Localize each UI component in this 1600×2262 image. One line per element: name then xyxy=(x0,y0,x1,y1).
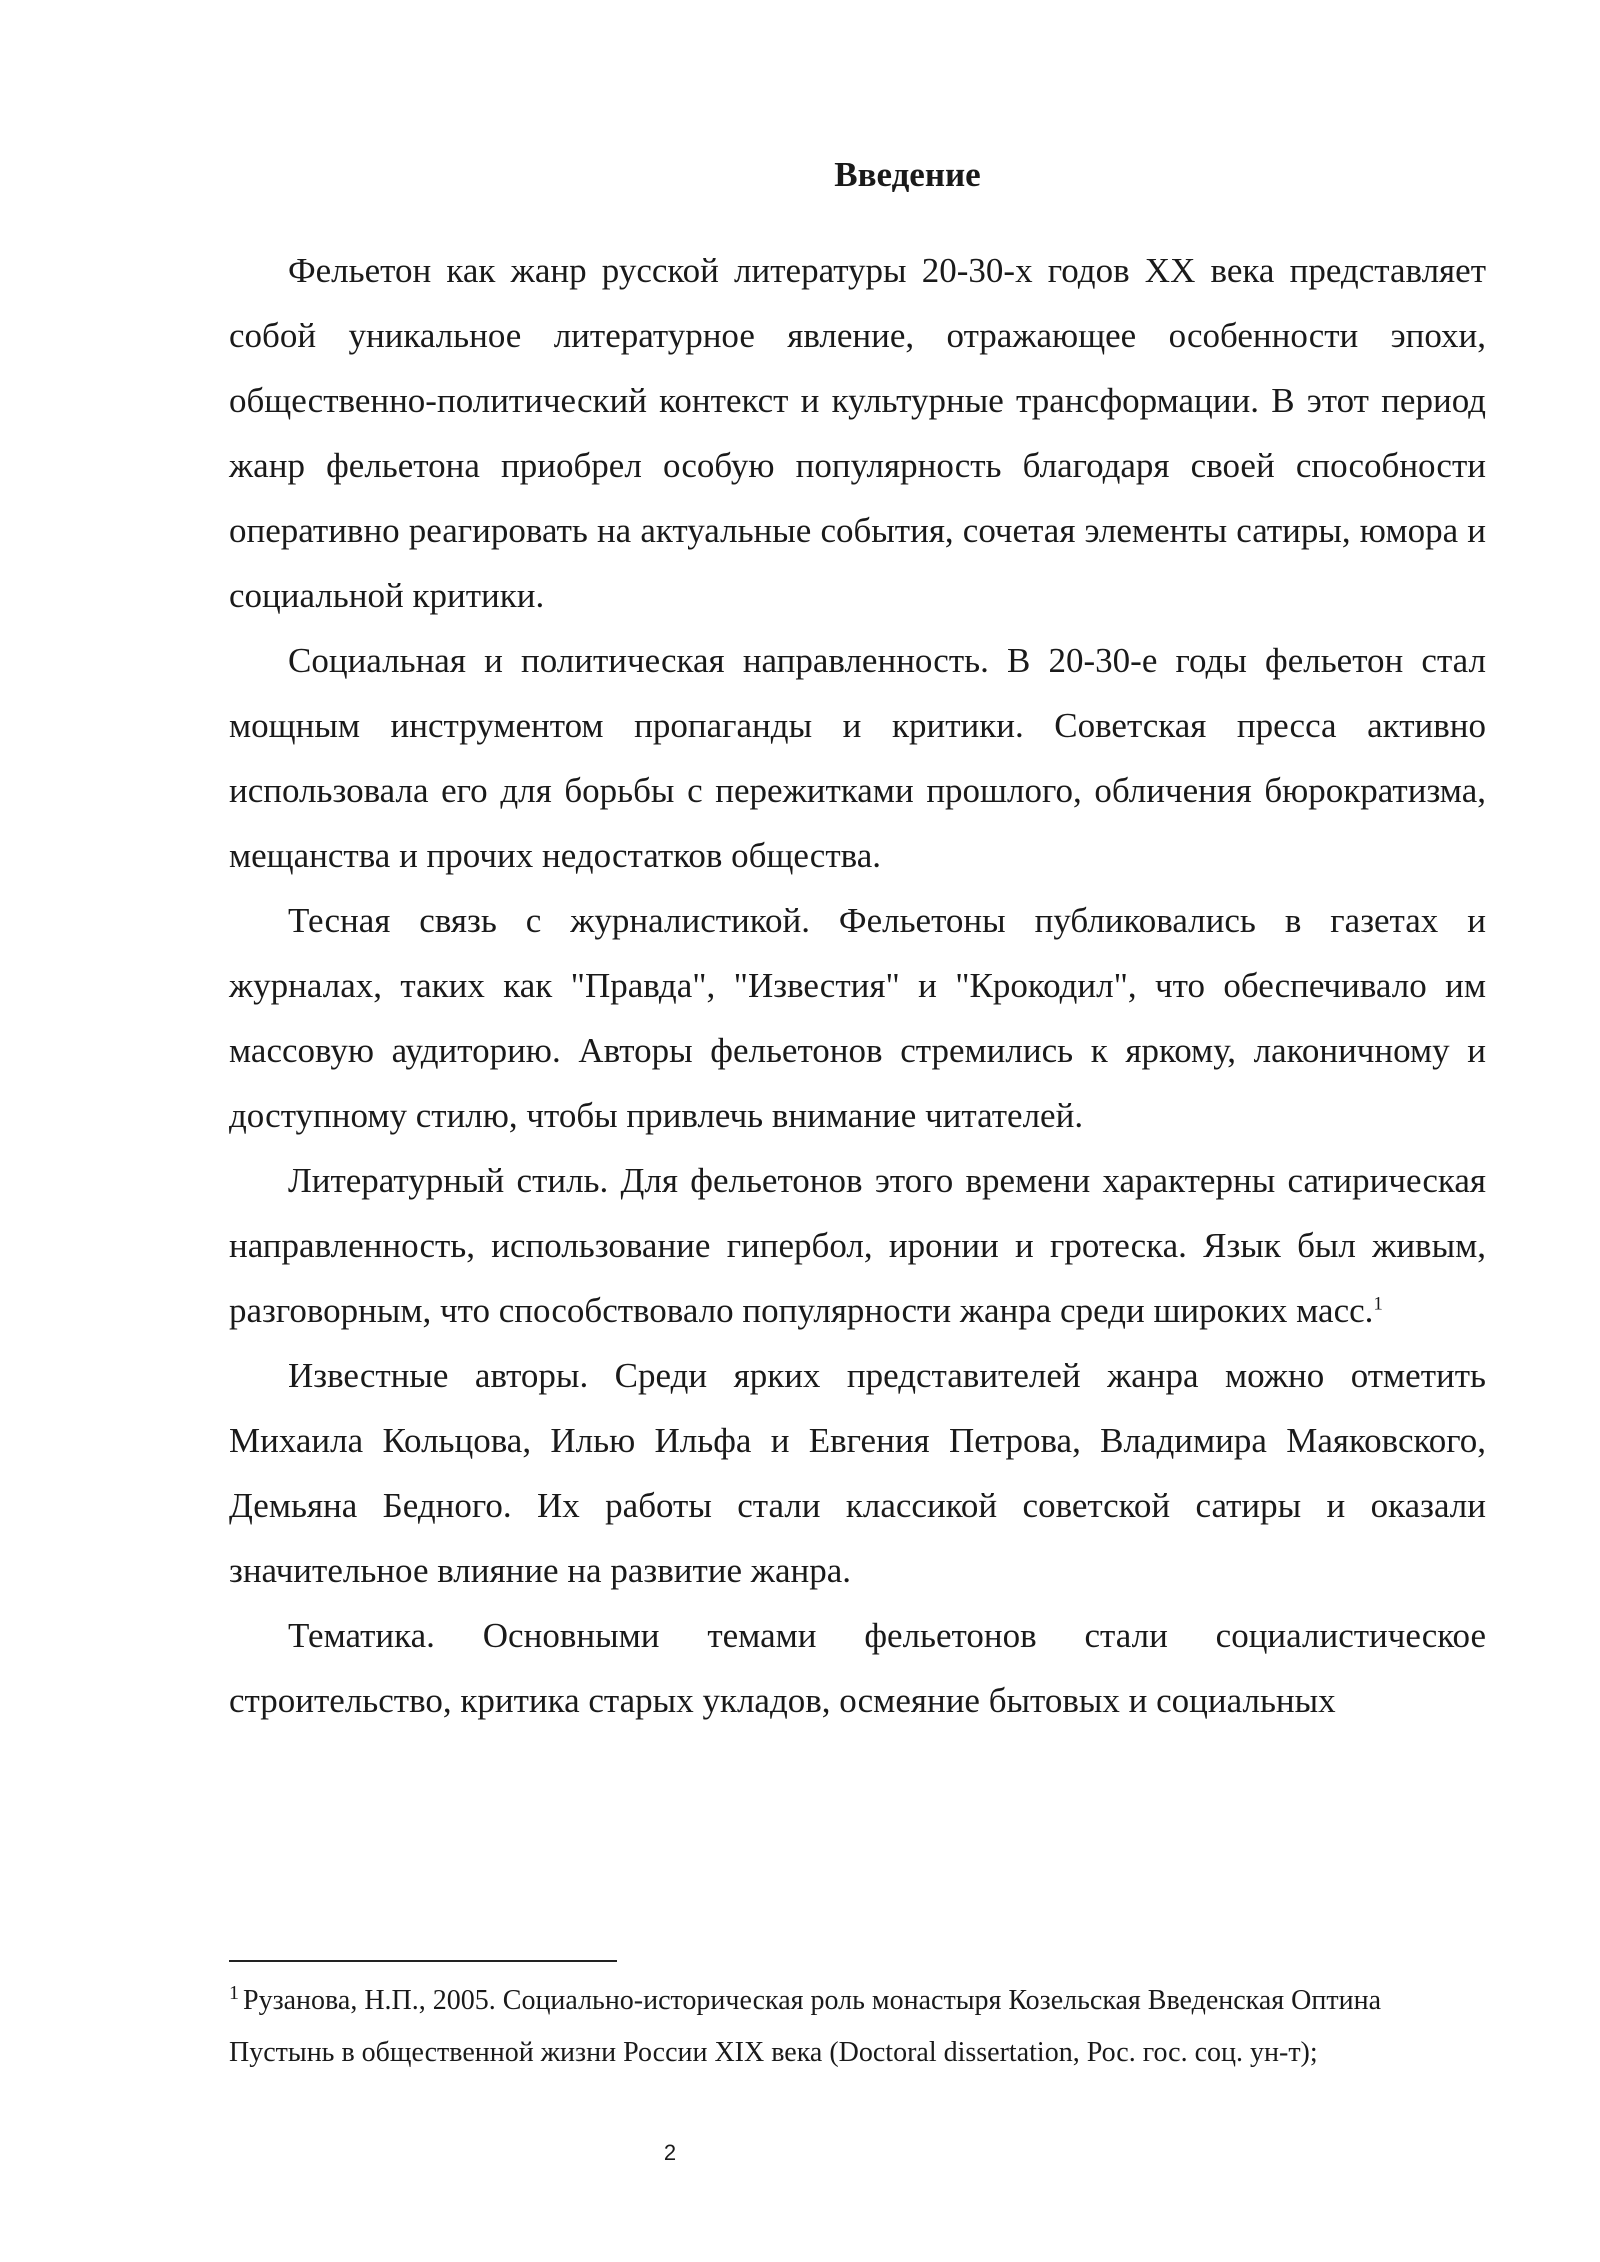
footnote-reference[interactable]: 1 xyxy=(1373,1293,1383,1315)
paragraph-themes: Тематика. Основными темами фельетонов стали социалистическое строительство, критика старых укладов, осмеяние бытовых и социальных xyxy=(229,1616,1486,1720)
paragraph-authors: Известные авторы. Среди ярких представителей жанра можно отметить Михаила Кольцова, Илью Ильфа и Евгения Петрова, Владимира Маяковского, Демьяна Бедного. Их работы стали классикой советской сатиры и оказали значительное влияние на развитие жанра. xyxy=(229,1356,1486,1590)
footnote xyxy=(229,1975,1486,2079)
paragraph-social-political: Социальная и политическая направленность. В 20-30-е годы фельетон стал мощным инструментом пропаганды и критики. Советская пресса активно использовала его для борьбы с пережитками прошлого, обличения бюрократизма, мещанства и прочих недостатков общества. xyxy=(229,641,1486,875)
footnote-marker: 1 xyxy=(229,1981,239,2004)
footnote-separator xyxy=(229,1960,617,1962)
heading-container xyxy=(229,150,1486,200)
body-text xyxy=(229,238,1486,1733)
paragraph-literary-style-text: Литературный стиль. Для фельетонов этого времени характерны сатирическая направленность, использование гипербол, иронии и гротеска. Язык был живым, разговорным, что способствовало популярности жанра среди широких масс. xyxy=(229,1161,1486,1330)
footnote-text: Рузанова, Н.П., 2005. Социально-историческая роль монастыря Козельская Введенская Оптина Пустынь в общественной жизни России XIX века (Doctoral dissertation, Рос. гос. соц. ун-т); xyxy=(229,1985,1382,2068)
paragraph-intro: Фельетон как жанр русской литературы 20-30-х годов XX века представляет собой уникальное литературное явление, отражающее особенности эпохи, общественно-политический контекст и культурные трансформации. В этот период жанр фельетона приобрел особую популярность благодаря своей способности оперативно реагировать на актуальные события, сочетая элементы сатиры, юмора и социальной критики. xyxy=(229,251,1486,615)
page-title: Введение xyxy=(834,155,981,194)
paragraph-literary-style xyxy=(229,1148,1486,1343)
paragraph-journalism: Тесная связь с журналистикой. Фельетоны публиковались в газетах и журналах, таких как "Правда", "Известия" и "Крокодил", что обеспечивало им массовую аудиторию. Авторы фельетонов стремились к яркому, лаконичному и доступному стилю, чтобы привлечь внимание читателей. xyxy=(229,901,1486,1135)
page-number: 2 xyxy=(663,2140,677,2165)
